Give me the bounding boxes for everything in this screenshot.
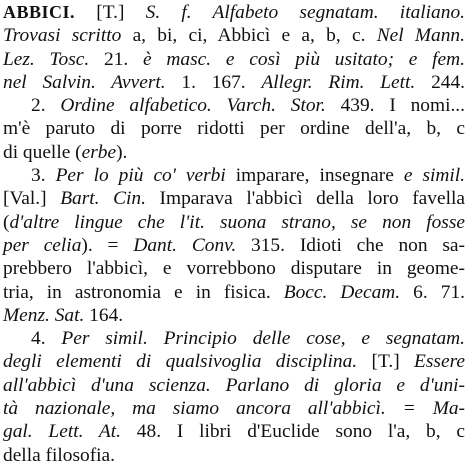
entry-line [3,141,465,164]
entry-line [3,257,465,280]
italic-text: S. f. Alfabeto segnatam. italiano. [145,2,465,23]
entry-line [3,397,465,420]
italic-text: Ordine alfabetico. Varch. Stor. [60,95,341,117]
italic-text: Bocc. Decam. [283,281,414,303]
italic-text: Per simil. Principio delle cose, e segnatam. [61,328,466,350]
roman-text: 1. 167. [181,71,262,93]
entry-line [3,187,465,210]
roman-text: 6. 71. [413,281,465,303]
italic-text: d'altre lingue che l'it. suona strano, se non fosse [9,211,465,233]
italic-text: tà nazionale, ma siamo ancora all'abbicì. = [3,398,433,420]
entry-line [3,234,465,257]
roman-text: m'è paruto di porre ridotti per ordine dell'a, b, c [3,118,465,140]
italic-text: Lez. Tosc. [3,48,105,70]
roman-text: 21. [104,48,144,70]
italic-text: per celia [3,234,82,256]
roman-text: di quelle ( [3,141,82,163]
roman-text: 315. Idioti che non sa- [251,234,465,256]
entry-line [3,211,465,234]
headword: ABBICI. [3,2,76,22]
entry-line [3,350,465,373]
roman-text: tria, in astronomia e in fisica. [3,281,284,303]
roman-text: 244. [431,71,465,93]
italic-text: Bart. Cin. [60,188,160,210]
entry-line [3,281,465,304]
entry-line [3,94,465,117]
italic-text: gal. Lett. At. [3,421,137,443]
entry-line [3,327,465,350]
entry-line [3,48,465,71]
italic-text: Allegr. Rim. Lett. [261,71,432,93]
roman-text: prebbero l'abbicì, e vorrebbono disputare in geome- [3,258,465,280]
roman-text: 3. [31,165,56,187]
roman-text: ( [3,211,10,233]
italic-text: Per lo più co' verbi [55,165,236,187]
roman-text: 48. I libri d'Euclide sono l'a, b, c [136,421,465,443]
roman-text: 439. I nomi... [340,95,466,117]
roman-text: 2. [31,95,61,117]
roman-text: Imparava l'abbicì della loro favella [159,188,465,210]
entry-line [3,304,465,327]
entry-line [3,117,465,140]
italic-text: e simil. [403,165,466,187]
roman-text: 4. [31,328,62,350]
roman-text: 164. [89,304,124,326]
dictionary-entry [3,1,465,467]
italic-text: Menz. Sat. [3,304,90,326]
italic-text: Trovasi scritto [3,25,133,47]
italic-text: Dant. Conv. [133,234,252,256]
italic-text: è masc. e così più usitato; e fem. [143,48,466,70]
roman-text: imparare, insegnare [235,165,404,187]
roman-text: ). = [81,234,134,256]
italic-text: all'abbicì d'una scienza. Parlano di gloria e d'uni- [3,374,465,396]
entry-line [3,164,465,187]
italic-text: Nel Mann. [376,25,465,47]
italic-text: nel Salvin. Avvert. [3,71,182,93]
entry-line [3,444,465,467]
entry-line [3,1,465,24]
italic-text: Essere [414,351,466,373]
roman-text: a, bi, ci, Abbicì e a, b, c. [132,25,377,47]
roman-text: [Val.] [3,188,61,210]
italic-text: degli elementi di qualsivoglia disciplina. [3,351,372,373]
roman-text: della filosofia. [3,444,115,466]
roman-text: ). [116,141,128,163]
italic-text: Ma- [432,398,465,420]
entry-line [3,420,465,443]
entry-line [3,24,465,47]
roman-text: [T.] [371,351,415,373]
italic-text: erbe [81,141,117,163]
entry-line [3,374,465,397]
entry-line [3,71,465,94]
roman-text: [T.] [75,2,146,23]
